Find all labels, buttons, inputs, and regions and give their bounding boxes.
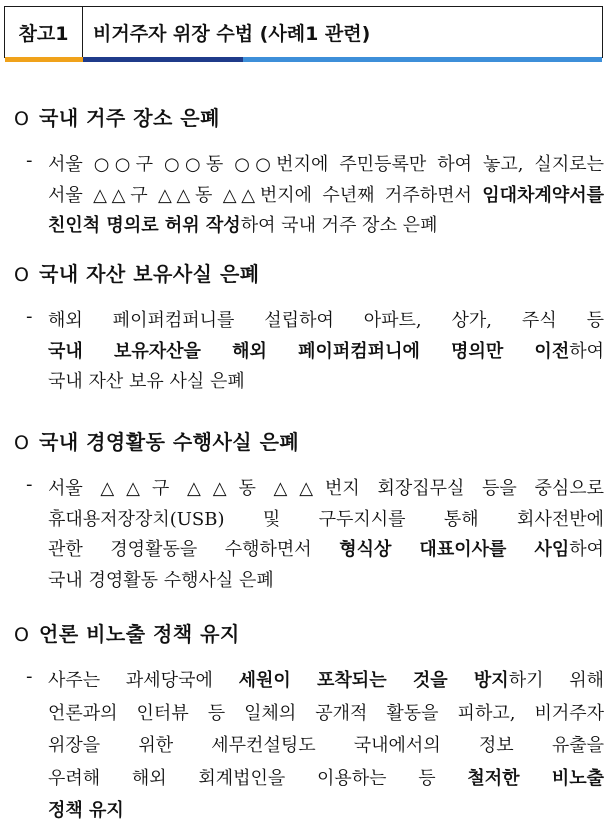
dash-marker: - bbox=[26, 150, 33, 171]
reference-tag: 참고1 bbox=[5, 7, 83, 57]
body-text: 해외 페이퍼컴퍼니를 설립하여 아파트, 상가, 주식 등 bbox=[48, 310, 604, 331]
body-text: 관한 경영활동을 수행하면서 bbox=[48, 539, 340, 560]
body-text: 휴대용저장장치(USB) 및 구두지시를 통해 회사전반에 bbox=[48, 508, 604, 530]
reference-title: 비거주자 위장 수법 (사례1 관련) bbox=[93, 22, 371, 45]
text-line bbox=[48, 796, 604, 822]
body-text: 하여 국내 거주 장소 은폐 bbox=[240, 215, 438, 236]
text-line bbox=[48, 699, 604, 725]
header-bar-orange bbox=[5, 57, 83, 62]
body-text: 국내 경영활동 수행사실 은폐 bbox=[48, 569, 274, 591]
section-heading-text: 국내 자산 보유사실 은폐 bbox=[39, 262, 260, 286]
emphasis-text: 임대차계약서를 bbox=[482, 184, 604, 206]
text-line bbox=[48, 306, 604, 332]
header-color-bar bbox=[5, 57, 602, 62]
section-heading bbox=[14, 618, 240, 647]
text-line bbox=[48, 367, 604, 393]
text-line bbox=[48, 731, 604, 757]
emphasis-text: 국내 보유자산을 해외 페이퍼컴퍼니에 명의만 이전 bbox=[48, 340, 570, 362]
emphasis-text: 형식상 대표이사를 사임 bbox=[339, 539, 570, 560]
section-heading bbox=[14, 258, 260, 287]
text-line bbox=[48, 211, 604, 237]
text-line bbox=[48, 666, 604, 692]
body-text: 우려해 해외 회계법인을 이용하는 등 bbox=[48, 767, 468, 789]
text-line bbox=[48, 181, 604, 207]
body-text: 하여 bbox=[569, 340, 604, 362]
dash-marker: - bbox=[26, 474, 33, 495]
text-line bbox=[48, 150, 604, 176]
emphasis-text: 정책 유지 bbox=[48, 800, 124, 821]
bullet-marker: O bbox=[14, 432, 30, 454]
emphasis-text: 철저한 비노출 bbox=[467, 767, 604, 789]
text-line bbox=[48, 337, 604, 363]
text-line bbox=[48, 505, 604, 531]
emphasis-text: 세원이 포착되는 것을 방지 bbox=[238, 670, 509, 691]
body-text: 국내 자산 보유 사실 은폐 bbox=[48, 371, 245, 392]
section-heading-text: 국내 거주 장소 은폐 bbox=[39, 106, 220, 130]
header-bar-blue bbox=[243, 57, 602, 62]
bullet-marker: O bbox=[14, 108, 30, 130]
header-bar-navy bbox=[83, 57, 243, 62]
text-line bbox=[48, 566, 604, 592]
text-line bbox=[48, 474, 604, 500]
section-heading bbox=[14, 102, 220, 131]
section-heading-text: 언론 비노출 정책 유지 bbox=[39, 622, 240, 646]
section-heading-text: 국내 경영활동 수행사실 은폐 bbox=[39, 430, 300, 454]
body-text: 하여 bbox=[569, 539, 604, 560]
dash-marker: - bbox=[26, 306, 33, 327]
dash-marker: - bbox=[26, 666, 33, 687]
body-text: 하기 위해 bbox=[508, 670, 604, 691]
body-text: 언론과의 인터뷰 등 일체의 공개적 활동을 피하고, 비거주자 bbox=[48, 702, 604, 724]
text-line bbox=[48, 764, 604, 790]
body-text: 위장을 위한 세무컨설팅도 국내에서의 정보 유출을 bbox=[48, 735, 604, 756]
section-heading bbox=[14, 426, 299, 455]
bullet-marker: O bbox=[14, 624, 30, 646]
bullet-marker: O bbox=[14, 264, 30, 286]
body-text: 서울 △△구 △△동 △△번지 회장집무실 등을 중심으로 bbox=[48, 478, 604, 499]
reference-header bbox=[4, 6, 603, 58]
emphasis-text: 친인척 명의로 허위 작성 bbox=[48, 215, 241, 236]
body-text: 서울 △△구 △△동 △△번지에 수년째 거주하면서 bbox=[48, 184, 483, 206]
body-text: 서울 ○○구 ○○동 ○○번지에 주민등록만 하여 놓고, 실지로는 bbox=[48, 154, 604, 175]
body-text: 사주는 과세당국에 bbox=[48, 670, 239, 691]
text-line bbox=[48, 535, 604, 561]
